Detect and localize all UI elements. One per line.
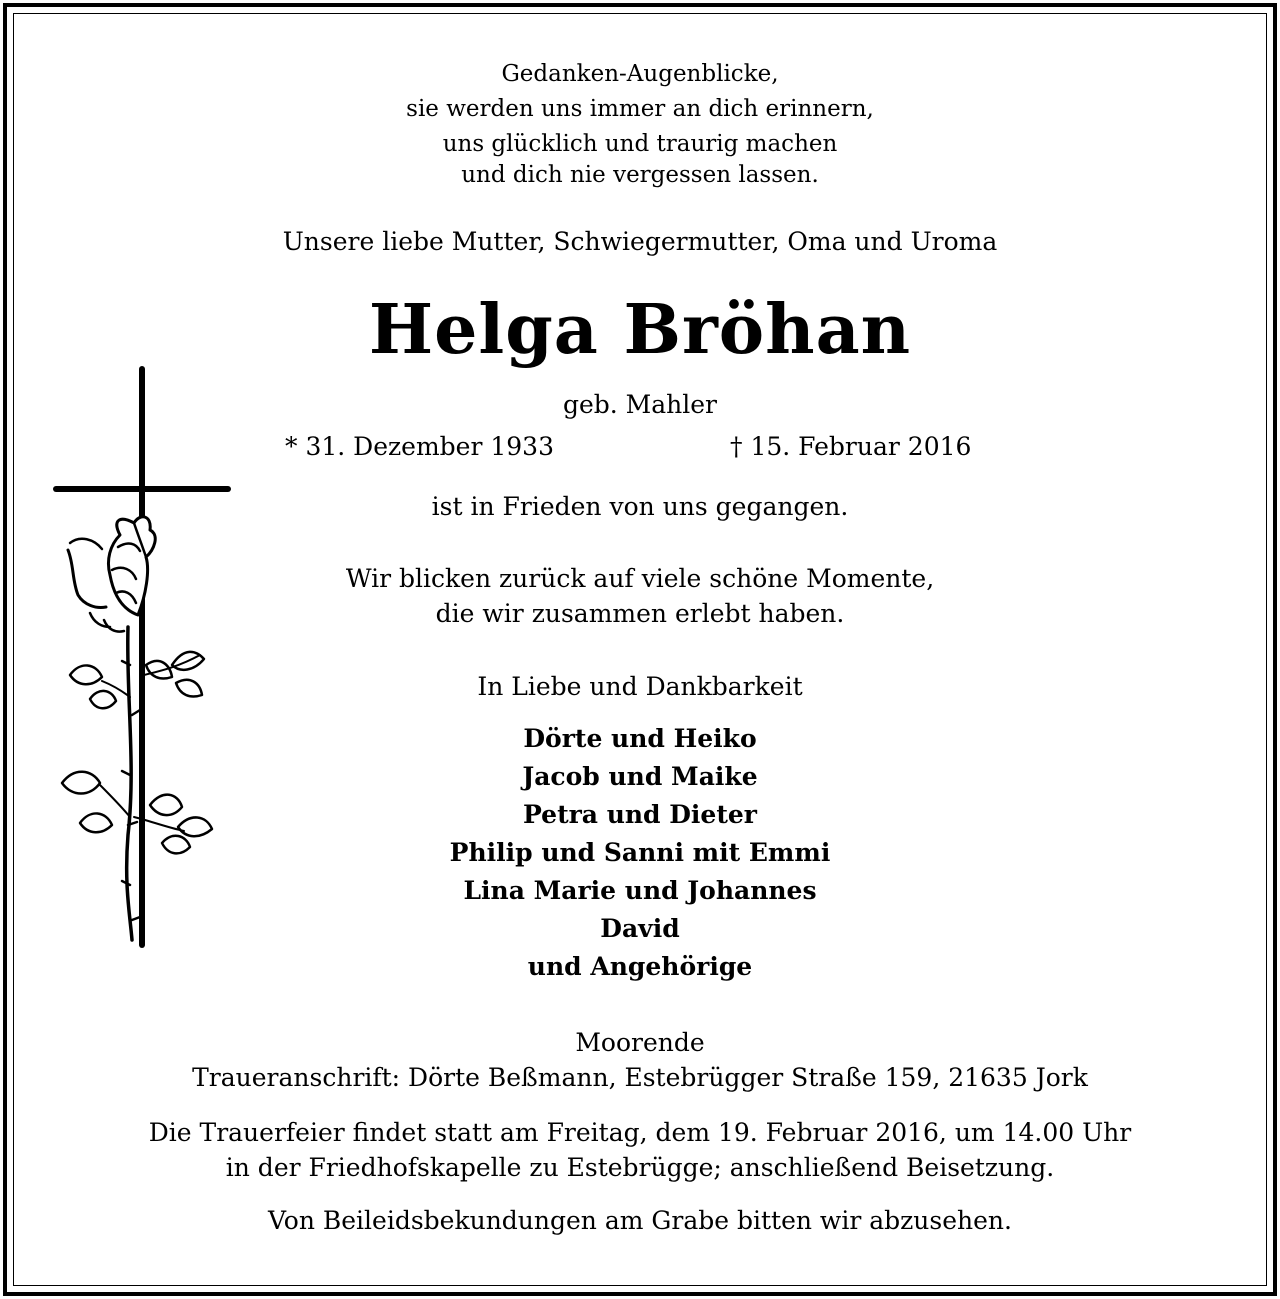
death-date: † 15. Februar 2016: [730, 432, 972, 461]
maiden-name: geb. Mahler: [562, 390, 718, 419]
intro-line: Unsere liebe Mutter, Schwiegermutter, Oma und Uroma: [282, 227, 998, 256]
mourning-address: Traueranschrift: Dörte Beßmann, Estebrügger Straße 159, 21635 Jork: [192, 1063, 1088, 1092]
deceased-name: Helga Bröhan: [368, 290, 912, 370]
service-info-line: Die Trauerfeier findet statt am Freitag, dem 19. Februar 2016, um 14.00 Uhr: [148, 1118, 1132, 1147]
place-line: Moorende: [575, 1028, 705, 1057]
mourner-name: Philip und Sanni mit Emmi: [449, 838, 831, 867]
mourner-name: und Angehörige: [527, 952, 753, 981]
closing-line: In Liebe und Dankbarkeit: [477, 672, 803, 701]
mourner-name: Petra und Dieter: [523, 800, 757, 829]
condolence-note: Von Beileidsbekundungen am Grabe bitten wir abzusehen.: [268, 1206, 1012, 1235]
mourner-name: Jacob und Maike: [522, 762, 758, 791]
poem-line: und dich nie vergessen lassen.: [461, 162, 819, 188]
passed-line: ist in Frieden von uns gegangen.: [431, 492, 849, 521]
reflection-line: Wir blicken zurück auf viele schöne Momente,: [345, 564, 935, 593]
service-info-line: in der Friedhofskapelle zu Estebrügge; anschließend Beisetzung.: [225, 1153, 1055, 1182]
poem-line: sie werden uns immer an dich erinnern,: [406, 96, 874, 122]
birth-date: * 31. Dezember 1933: [285, 432, 554, 461]
mourner-name: Lina Marie und Johannes: [463, 876, 817, 905]
poem-line: uns glücklich und traurig machen: [442, 131, 838, 157]
mourner-name: David: [600, 914, 680, 943]
reflection-line: die wir zusammen erlebt haben.: [435, 599, 845, 628]
poem-line: Gedanken-Augenblicke,: [501, 61, 779, 87]
mourner-name: Dörte und Heiko: [523, 724, 757, 753]
